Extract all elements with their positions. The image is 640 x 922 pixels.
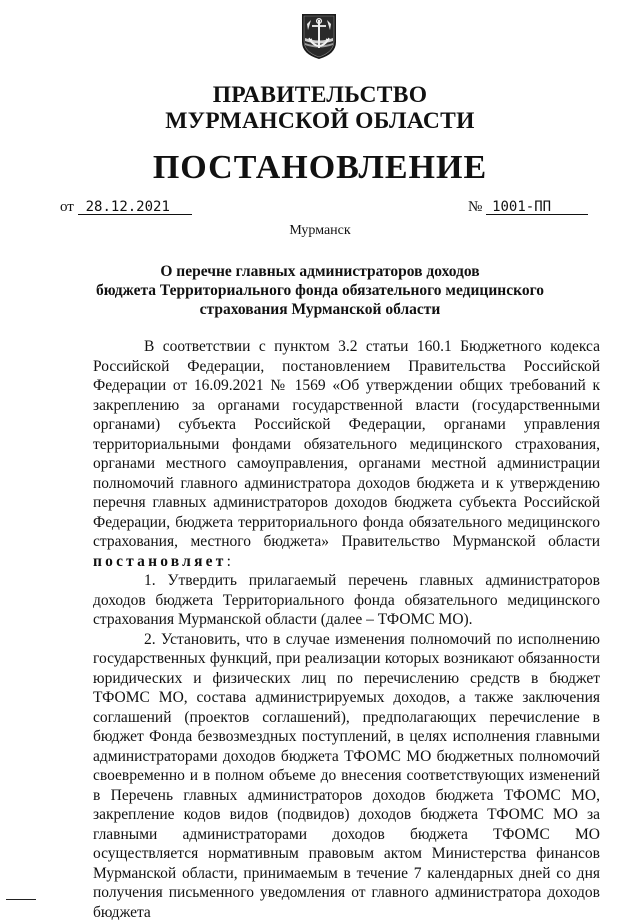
clause-2: 2. Установить, что в случае изменения полномочий по исполнению государственных функций, при реализации которых возникают обязанности юридических и физических лиц по перечислению средств в бюджет ТФОМС МО, состава администрируемых доходов, а также заключения соглашений (проектов соглашений), предполагающих перечисление в бюджет Фонда безвозмездных поступлений, в целях исполнения главными администраторами доходов бюджета ТФОМС МО бюджетных полномочий своевременно и в полном объеме до внесения соответствующих изменений в Перечень главных администраторов доходов бюджета ТФОМС МО, закрепление кодов видов (подвидов) доходов бюджета ТФОМС МО за главными администраторами доходов бюджета ТФОМС МО осуществляется нормативным правовым актом Министерства финансов Мурманской области, принимаемым в течение 7 календарных дней со дня получения письменного уведомления от главного администратора доходов бюджета (93, 630, 600, 922)
date-prefix: от (60, 199, 74, 215)
government-name-line2: МУРМАНСКОЙ ОБЛАСТИ (0, 110, 640, 134)
number-prefix: № (468, 199, 482, 215)
document-title-line3: страхования Мурманской области (70, 302, 570, 318)
date-value: 28.12.2021 (78, 200, 192, 215)
document-date (60, 200, 192, 215)
clause-1: 1. Утвердить прилагаемый перечень главных администраторов доходов бюджета Территориального фонда обязательного медицинского страхования Мурманской области (далее – ТФОМС МО). (93, 571, 600, 630)
document-type-heading: ПОСТАНОВЛЕНИЕ (0, 151, 640, 185)
footer-divider (6, 899, 36, 900)
preamble-paragraph: В соответствии с пунктом 3.2 статьи 160.1 Бюджетного кодекса Российской Федерации, постановлением Правительства Российской Федерации от 16.09.2021 № 1569 «Об утверждении общих требований к закреплению за органами государственной власти (государственными органами) субъекта Российской Федерации, органами управления территориальными фондами обязательного медицинского страхования, органами местного самоуправления, органами местной администрации полномочий главного администратора доходов бюджета и к утверждению перечня главных администраторов доходов бюджета субъекта Российской Федерации, бюджета территориального фонда обязательного медицинского страхования, местного бюджета» Правительство Мурманской области постановляет: (93, 337, 600, 571)
preamble-text: В соответствии с пунктом 3.2 статьи 160.1 Бюджетного кодекса Российской Федерации, постановлением Правительства Российской Федерации от 16.09.2021 № 1569 «Об утверждении общих требований к закреплению за органами государственной власти (государственными органами) субъекта Российской Федерации, органами управления территориальными фондами обязательного медицинского страхования, органами местного самоуправления, органами местной администрации полномочий главного администратора доходов бюджета и к утверждению перечня главных администраторов доходов бюджета субъекта Российской Федерации, бюджета территориального фонда обязательного медицинского страхования, местного бюджета» Правительство Мурманской области (93, 338, 600, 550)
document-body (93, 337, 600, 922)
document-title-line1: О перечне главных администраторов доходов (70, 264, 570, 280)
city-name: Мурманск (0, 223, 640, 239)
document-number (468, 200, 588, 215)
document-title-line2: бюджета Территориального фонда обязательного медицинского (70, 283, 570, 299)
coat-of-arms-emblem (299, 12, 339, 60)
number-value: 1001-ПП (486, 200, 588, 215)
decree-word: постановляет (93, 553, 227, 570)
coat-of-arms-icon (299, 12, 339, 60)
government-name-line1: ПРАВИТЕЛЬСТВО (0, 84, 640, 108)
